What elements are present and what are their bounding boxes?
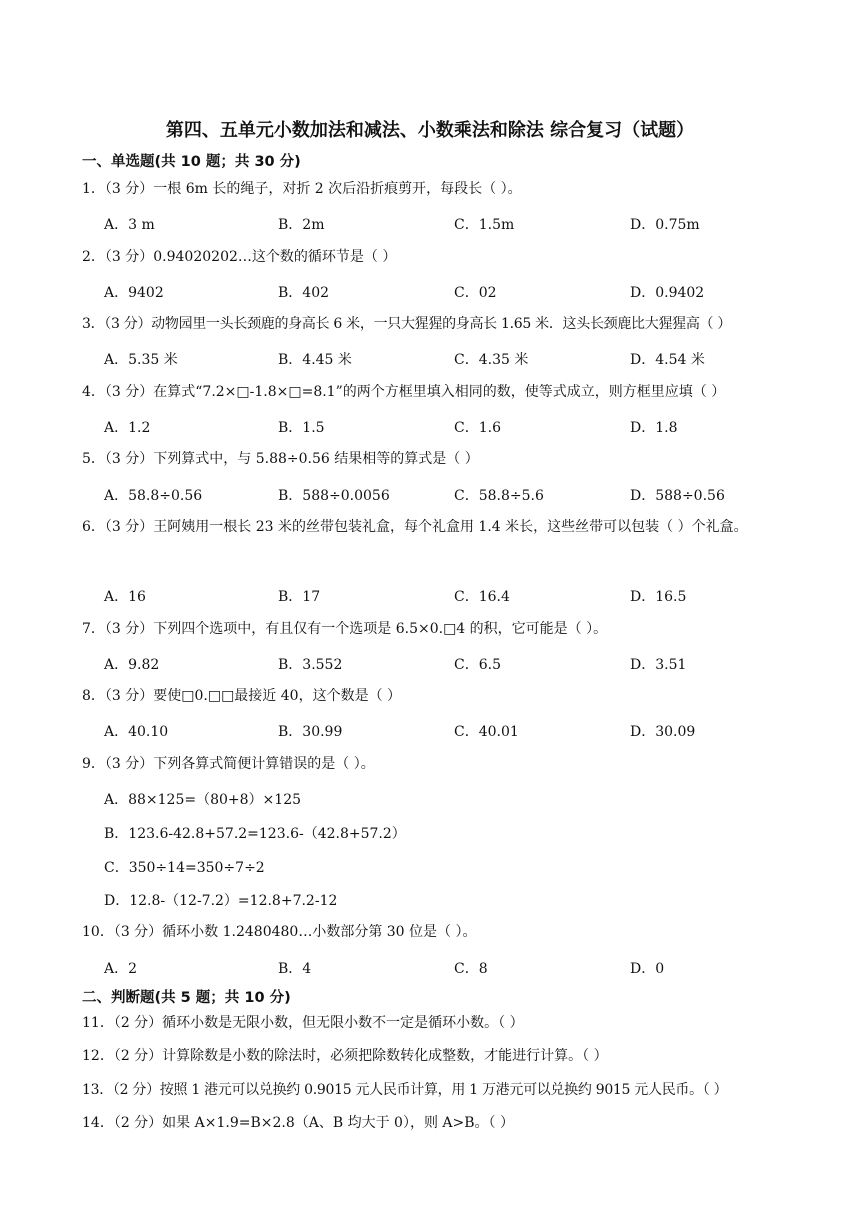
option-d: D．3.51 [630,657,687,673]
option-c: C．16.4 [454,589,510,605]
option-d: D．0.75m [630,217,700,233]
option-c: C．8 [454,961,488,977]
option-d: D．4.54 米 [630,352,705,368]
question-1: 1．（3 分）一根 6m 长的绳子，对折 2 次后沿折痕剪开，每段长（ ）。 [82,181,522,197]
question-3: 3．（3 分）动物园里一头长颈鹿的身高长 6 米，一只大猩猩的身高长 1.65 米．这头长颈鹿比大猩猩高（ ） [82,316,732,332]
option-b: B．4 [278,961,312,977]
option-d: D．16.5 [630,589,687,605]
question-5: 5．（3 分）下列算式中，与 5.88÷0.56 结果相等的算式是（ ） [82,451,479,467]
option-c: C．4.35 米 [454,352,529,368]
option-a: A．3 m [104,217,155,233]
option-c: C．6.5 [454,657,501,673]
option-b: B．588÷0.0056 [278,488,390,504]
option-c: C．1.6 [454,420,501,436]
option-b: B．1.5 [278,420,325,436]
option-a: A．16 [104,589,146,605]
question-2: 2．（3 分）0.94020202…这个数的循环节是（ ） [82,249,397,265]
section-heading-true-false: 二、判断题(共 5 题；共 10 分) [82,990,291,1006]
option-c: C．02 [454,285,497,301]
question-9: 9．（3 分）下列各算式简便计算错误的是（ ）。 [82,756,375,772]
option-a: A．2 [104,961,138,977]
option-b: B．402 [278,285,330,301]
question-7: 7．（3 分）下列四个选项中，有且仅有一个选项是 6.5×0.□4 的积，它可能是（ ）。 [82,621,608,637]
question-6: 6．（3 分）王阿姨用一根长 23 米的丝带包装礼盒，每个礼盒用 1.4 米长，这些丝带可以包装（ ）个礼盒。 [82,519,748,535]
section-heading-single-choice: 一、单选题(共 10 题；共 30 分) [82,154,301,170]
question-12: 12．（2 分）计算除数是小数的除法时，必须把除数转化成整数，才能进行计算。（ ） [82,1048,608,1064]
option-a: A．9.82 [104,657,160,673]
option-b: B．17 [278,589,321,605]
option-a: A．58.8÷0.56 [104,488,203,504]
option-d: D．30.09 [630,724,696,740]
option-c: C．1.5m [454,217,515,233]
question-4: 4．（3 分）在算式“7.2×□-1.8×□=8.1”的两个方框里填入相同的数，使等式成立，则方框里应填（ ） [82,384,726,400]
option-a: A．9402 [104,285,164,301]
question-10: 10．（3 分）循环小数 1.2480480…小数部分第 30 位是（ ）。 [82,924,477,940]
option-b: B．123.6-42.8+57.2=123.6-（42.8+57.2） [104,826,406,842]
option-d: D．588÷0.56 [630,488,725,504]
option-d: D．12.8-（12-7.2）=12.8+7.2-12 [104,893,338,909]
question-13: 13．（2 分）按照 1 港元可以兑换约 0.9015 元人民币计算，用 1 万港元可以兑换约 9015 元人民币。（ ） [82,1082,728,1098]
option-c: C．58.8÷5.6 [454,488,544,504]
option-b: B．3.552 [278,657,343,673]
option-c: C．350÷14=350÷7÷2 [104,860,265,876]
option-d: D．0.9402 [630,285,705,301]
question-14: 14．（2 分）如果 A×1.9=B×2.8（A、B 均大于 0），则 A>B。（ ） [82,1115,514,1131]
option-a: A．40.10 [104,724,169,740]
page-title: 第四、五单元小数加法和减法、小数乘法和除法 综合复习（试题） [165,120,695,141]
option-d: D．0 [630,961,665,977]
option-b: B．2m [278,217,325,233]
option-b: B．30.99 [278,724,343,740]
option-b: B．4.45 米 [278,352,352,368]
question-11: 11．（2 分）循环小数是无限小数，但无限小数不一定是循环小数。（ ） [82,1015,524,1031]
option-a: A．88×125=（80+8）×125 [104,792,302,808]
option-c: C．40.01 [454,724,519,740]
option-a: A．5.35 米 [104,352,178,368]
option-d: D．1.8 [630,420,678,436]
question-8: 8．（3 分）要使□0.□□最接近 40，这个数是（ ） [82,688,402,704]
option-a: A．1.2 [104,420,151,436]
